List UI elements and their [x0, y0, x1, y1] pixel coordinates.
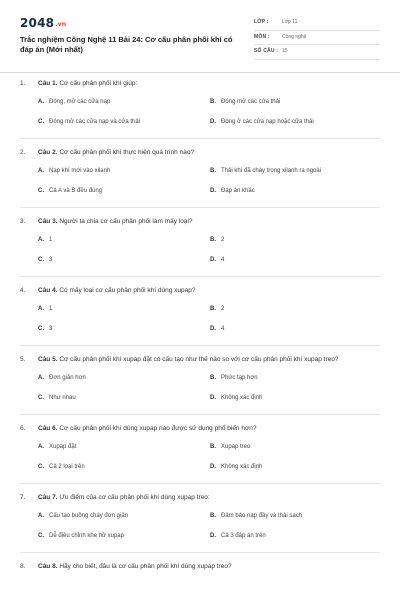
question-number: 2.	[20, 149, 26, 156]
question-list	[20, 78, 380, 572]
question-body: Người ta chia cơ cấu phân phối làm mấy loại?	[59, 218, 193, 225]
question-number: 5.	[20, 356, 26, 363]
question-divider	[20, 552, 380, 553]
option-text: Cả 3 đáp án trên	[221, 533, 266, 539]
option-letter: B.	[210, 237, 216, 243]
answer-option-c[interactable]	[38, 394, 203, 403]
document-meta	[254, 16, 380, 60]
option-letter: C.	[38, 257, 44, 263]
option-text: 1	[49, 237, 53, 243]
option-text: Cả A và B đều đúng	[49, 188, 103, 194]
question-label: Câu 1.	[38, 80, 58, 87]
question-body: Có mấy loại cơ cấu phân phối khí dùng xupap?	[59, 287, 196, 294]
option-text: Đáp án khác	[221, 188, 255, 194]
option-text: 3	[49, 257, 53, 263]
answer-option-a[interactable]	[38, 305, 203, 314]
question-divider	[20, 276, 380, 277]
option-text: Xupap đặt	[49, 444, 77, 450]
answer-option-b[interactable]	[210, 167, 375, 176]
question-item	[20, 354, 380, 415]
option-letter: C.	[38, 326, 44, 332]
option-text: Đóng ở các cửa nạp hoặc cửa thải	[221, 119, 314, 125]
question-number: 4.	[20, 287, 26, 294]
option-letter: D.	[210, 533, 216, 539]
answer-option-a[interactable]	[38, 374, 203, 383]
question-item	[20, 285, 380, 346]
answer-options	[20, 98, 380, 136]
question-item	[20, 216, 380, 277]
answer-option-c[interactable]	[38, 256, 203, 265]
option-text: Đơn giản hơn	[49, 375, 86, 381]
question-text	[20, 285, 380, 296]
question-item	[20, 423, 380, 484]
question-body: Hãy cho biết, đâu là cơ cấu phân phối khí dùng xupap treo?	[59, 563, 232, 570]
answer-option-a[interactable]	[38, 167, 203, 176]
answer-option-a[interactable]	[38, 236, 203, 245]
question-text	[20, 423, 380, 434]
answer-options	[20, 443, 380, 481]
answer-option-d[interactable]	[210, 532, 375, 541]
option-letter: D.	[210, 464, 216, 470]
question-label: Câu 6.	[38, 425, 58, 432]
answer-option-d[interactable]	[210, 187, 375, 196]
question-text	[20, 78, 380, 89]
option-text: 4	[221, 326, 225, 332]
meta-row-count	[254, 45, 380, 60]
question-text	[20, 561, 380, 572]
answer-options	[20, 305, 380, 343]
option-text: Đảm bảo nạp đầy và thải sạch	[221, 513, 303, 519]
question-text	[20, 492, 380, 503]
answer-option-d[interactable]	[210, 118, 375, 127]
question-item	[20, 561, 380, 572]
question-label: Câu 2.	[38, 149, 58, 156]
answer-option-b[interactable]	[210, 98, 375, 107]
option-text: 1	[49, 306, 53, 312]
option-letter: A.	[38, 168, 44, 174]
answer-option-a[interactable]	[38, 98, 203, 107]
answer-option-a[interactable]	[38, 443, 203, 452]
option-letter: B.	[210, 99, 216, 105]
meta-value: 15	[282, 48, 288, 54]
option-text: Đóng mở các cửa thải	[221, 99, 281, 105]
option-text: Như nhau	[49, 395, 76, 401]
question-label: Câu 7.	[38, 494, 58, 501]
site-logo[interactable]	[20, 16, 66, 30]
answer-option-c[interactable]	[38, 187, 203, 196]
question-body: Cơ cấu phân phối khí xupap đặt có cấu tạo như thế nào so với cơ cấu phân phối khí xupap treo?	[59, 356, 339, 363]
page-header	[20, 16, 380, 64]
meta-row-subject	[254, 31, 380, 46]
question-label: Câu 3.	[38, 218, 58, 225]
answer-option-d[interactable]	[210, 325, 375, 334]
question-divider	[20, 345, 380, 346]
answer-option-d[interactable]	[210, 463, 375, 472]
question-item	[20, 147, 380, 208]
option-text: Không xác định	[221, 464, 263, 470]
option-letter: B.	[210, 444, 216, 450]
answer-option-b[interactable]	[210, 443, 375, 452]
question-number: 6.	[20, 425, 26, 432]
option-letter: B.	[210, 375, 216, 381]
option-letter: D.	[210, 326, 216, 332]
option-letter: C.	[38, 395, 44, 401]
meta-row-class	[254, 16, 380, 31]
meta-key: LỚP :	[254, 19, 269, 25]
option-text: Đóng, mở các cửa nạp	[49, 99, 111, 105]
question-divider	[20, 483, 380, 484]
option-letter: D.	[210, 188, 216, 194]
question-divider	[20, 414, 380, 415]
option-letter: A.	[38, 375, 44, 381]
question-divider	[20, 207, 380, 208]
option-letter: C.	[38, 464, 44, 470]
question-number: 3.	[20, 218, 26, 225]
option-letter: D.	[210, 119, 216, 125]
option-text: 3	[49, 326, 53, 332]
option-letter: A.	[38, 306, 44, 312]
question-body: Cơ cấu phân phối khí thực hiện quá trình nào?	[59, 149, 195, 156]
answer-option-b[interactable]	[210, 236, 375, 245]
meta-key: MÔN :	[254, 33, 270, 40]
question-body: Ưu điểm của cơ cấu phân phối khí dùng xupap treo:	[59, 494, 210, 501]
question-number: 8.	[20, 563, 26, 570]
option-letter: C.	[38, 119, 44, 125]
answer-options	[20, 167, 380, 205]
option-text: 4	[221, 257, 225, 263]
option-text: Thải khí đã cháy trong xilanh ra ngoài	[221, 168, 322, 174]
logo-text: 2048	[20, 16, 55, 30]
question-text	[20, 147, 380, 158]
document-title: Trắc nghiệm Công Nghệ 11 Bài 24: Cơ cấu phân phối khí có đáp án (Mới nhất)	[20, 35, 233, 54]
answer-option-d[interactable]	[210, 394, 375, 403]
meta-value[interactable]: Công nghệ	[282, 33, 307, 40]
option-text: Phức tạp hơn	[221, 375, 258, 381]
question-text	[20, 216, 380, 227]
answer-options	[20, 236, 380, 274]
option-letter: D.	[210, 395, 216, 401]
option-text: Đóng mở các cửa nạp và cửa thải	[49, 119, 141, 125]
option-letter: A.	[38, 513, 44, 519]
option-text: Nạp khí mới vào xilanh	[49, 168, 111, 174]
option-letter: C.	[38, 188, 44, 194]
option-letter: A.	[38, 237, 44, 243]
question-label: Câu 5.	[38, 356, 58, 363]
question-body: Cơ cấu phân phối khí giúp:	[59, 80, 138, 87]
option-text: Cả 2 loại trên	[49, 464, 85, 470]
option-letter: A.	[38, 99, 44, 105]
option-letter: C.	[38, 533, 44, 539]
option-letter: B.	[210, 168, 216, 174]
question-item	[20, 492, 380, 553]
option-text: 2	[221, 237, 225, 243]
option-letter: B.	[210, 513, 216, 519]
answer-option-b[interactable]	[210, 305, 375, 314]
option-text: Cấu tạo buồng cháy đơn giản	[49, 513, 128, 519]
answer-option-a[interactable]	[38, 512, 203, 521]
answer-option-d[interactable]	[210, 256, 375, 265]
question-label: Câu 8.	[38, 563, 58, 570]
question-item	[20, 78, 380, 139]
answer-option-c[interactable]	[38, 532, 203, 541]
answer-options	[20, 374, 380, 412]
answer-option-b[interactable]	[210, 374, 375, 383]
answer-option-c[interactable]	[38, 118, 203, 127]
question-number: 1.	[20, 80, 26, 87]
option-letter: B.	[210, 306, 216, 312]
answer-option-c[interactable]	[38, 463, 203, 472]
header-divider	[0, 72, 400, 73]
option-text: Xupap treo	[221, 444, 251, 450]
question-label: Câu 4.	[38, 287, 58, 294]
question-divider	[20, 138, 380, 139]
option-letter: A.	[38, 444, 44, 450]
option-text: 2	[221, 306, 225, 312]
question-number: 7.	[20, 494, 26, 501]
question-text	[20, 354, 380, 365]
option-text: Không xác định	[221, 395, 263, 401]
option-text: Dễ điều chỉnh khe hở xupap	[49, 533, 124, 539]
meta-key: SỐ CÂU :	[254, 48, 279, 54]
question-body: Cơ cấu phân phối khí dùng xupap nào được sử dụng phổ biến hơn?	[59, 425, 257, 432]
option-letter: D.	[210, 257, 216, 263]
answer-option-b[interactable]	[210, 512, 375, 521]
meta-value[interactable]: Lớp 11	[282, 19, 298, 25]
answer-option-c[interactable]	[38, 325, 203, 334]
answer-options	[20, 512, 380, 550]
logo-suffix: .vn	[55, 21, 67, 28]
